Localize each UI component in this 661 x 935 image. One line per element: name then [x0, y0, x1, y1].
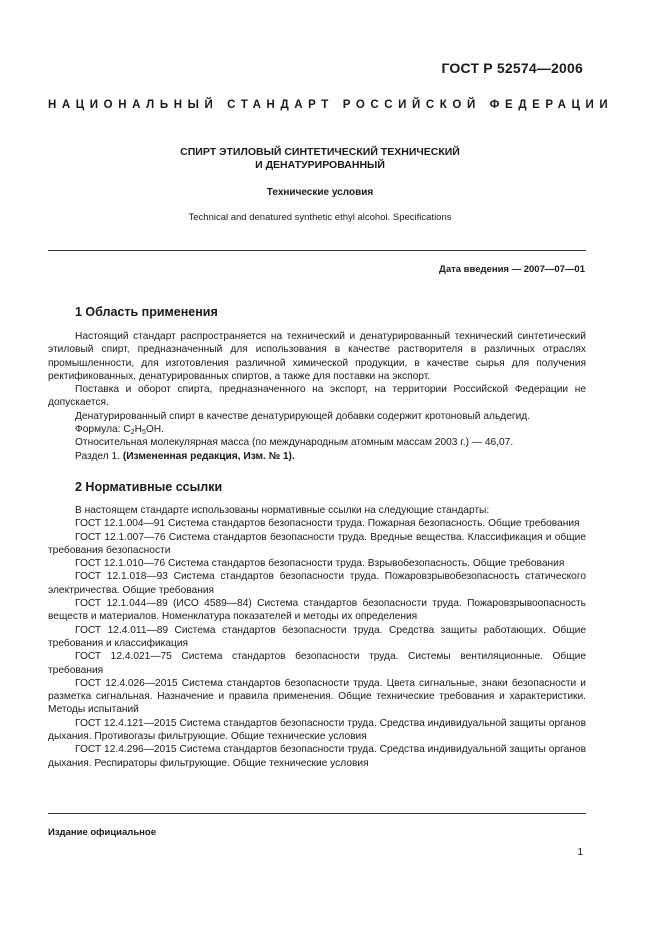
formula-h: H — [134, 424, 142, 436]
reference-item: ГОСТ 12.4.296—2015 Система стандартов безопасности труда. Средства индивидуальной защиты органов дыхания. Респираторы фильтрующие. Общие технические условия — [48, 744, 586, 769]
reference-item: ГОСТ 12.1.007—76 Система стандартов безопасности труда. Вредные вещества. Классификация и общие требования безопасности — [48, 531, 586, 556]
title-line-1: СПИРТ ЭТИЛОВЫЙ СИНТЕТИЧЕСКИЙ ТЕХНИЧЕСКИЙ — [180, 146, 460, 158]
english-title: Technical and denatured synthetic ethyl alcohol. Specifications — [188, 212, 452, 223]
change-note — [48, 450, 586, 463]
paragraph: Поставка и оборот спирта, предназначенного на экспорт, на территории Российской Федерации не допускается. — [48, 384, 586, 409]
document-title — [60, 146, 580, 172]
reference-item: ГОСТ 12.4.021—75 Система стандартов безопасности труда. Системы вентиляционные. Общие требования — [48, 651, 586, 676]
section-2-heading: 2 Нормативные ссылки — [75, 480, 223, 494]
official-edition-label: Издание официальное — [48, 827, 156, 838]
change-bold: (Измененная редакция, Изм. № 1). — [122, 450, 295, 462]
formula-h-sub: 5 — [141, 429, 146, 437]
national-standard-banner: НАЦИОНАЛЬНЫЙ СТАНДАРТ РОССИЙСКОЙ ФЕДЕРАЦИИ — [48, 99, 614, 111]
document-subtitle: Технические условия — [266, 187, 374, 198]
reference-item: ГОСТ 12.1.004—91 Система стандартов безопасности труда. Пожарная безопасность. Общие требования — [75, 518, 580, 530]
date-of-introduction: Дата введения — 2007—07—01 — [439, 264, 585, 275]
paragraph: Денатурированный спирт в качестве денатурирующей добавки содержит кротоновый альдегид. — [75, 410, 531, 422]
formula-c-sub: 2 — [130, 429, 135, 437]
gost-number: ГОСТ Р 52574—2006 — [441, 60, 583, 76]
formula-oh: OH. — [145, 424, 164, 436]
header-divider — [48, 250, 586, 251]
paragraph: Настоящий стандарт распространяется на технический и денатурированный технический синтетический этиловый спирт, предназначенный для использования в качестве растворителя в различных отраслях промышленности, для изготовления различной химической продукции, в качестве сырья для получения ректификованных, денатурированных спиртов, а также для поставки на экспорт. — [48, 331, 586, 382]
reference-item: ГОСТ 12.1.010—76 Система стандартов безопасности труда. Взрывобезопасность. Общие требования — [75, 558, 565, 570]
footer-divider — [48, 813, 586, 814]
section-1-body — [48, 330, 586, 463]
page-number: 1 — [577, 847, 583, 858]
section-2-body — [48, 504, 586, 770]
formula-line — [48, 423, 586, 436]
formula-label: Формула: — [75, 424, 124, 436]
reference-item: ГОСТ 12.1.044—89 (ИСО 4589—84) Система стандартов безопасности труда. Пожаровзрывоопасность веществ и материалов. Номенклатура показателей и методы их определения — [48, 598, 586, 623]
reference-item: ГОСТ 12.4.011—89 Система стандартов безопасности труда. Средства защиты работающих. Общие требования и классификация — [48, 624, 586, 649]
title-line-2: И ДЕНАТУРИРОВАННЫЙ — [255, 159, 385, 171]
reference-item: ГОСТ 12.1.018—93 Система стандартов безопасности труда. Пожаровзрывобезопасность статического электричества. Общие требования — [48, 571, 586, 596]
reference-item: ГОСТ 12.4.026—2015 Система стандартов безопасности труда. Цвета сигнальные, знаки безопасности и разметка сигнальная. Назначение и правила применения. Общие технические требования и характеристики. Методы испытаний — [48, 677, 586, 716]
formula-c: C — [123, 424, 131, 436]
paragraph: В настоящем стандарте использованы нормативные ссылки на следующие стандарты: — [75, 505, 490, 516]
reference-item: ГОСТ 12.4.121—2015 Система стандартов безопасности труда. Средства индивидуальной защиты органов дыхания. Противогазы фильтрующие. Общие технические условия — [48, 717, 586, 743]
molecular-mass: Относительная молекулярная масса (по международным атомным массам 2003 г.) — 46,07. — [75, 437, 514, 449]
section-1-heading: 1 Область применения — [75, 305, 218, 319]
change-prefix: Раздел 1. — [75, 450, 123, 462]
